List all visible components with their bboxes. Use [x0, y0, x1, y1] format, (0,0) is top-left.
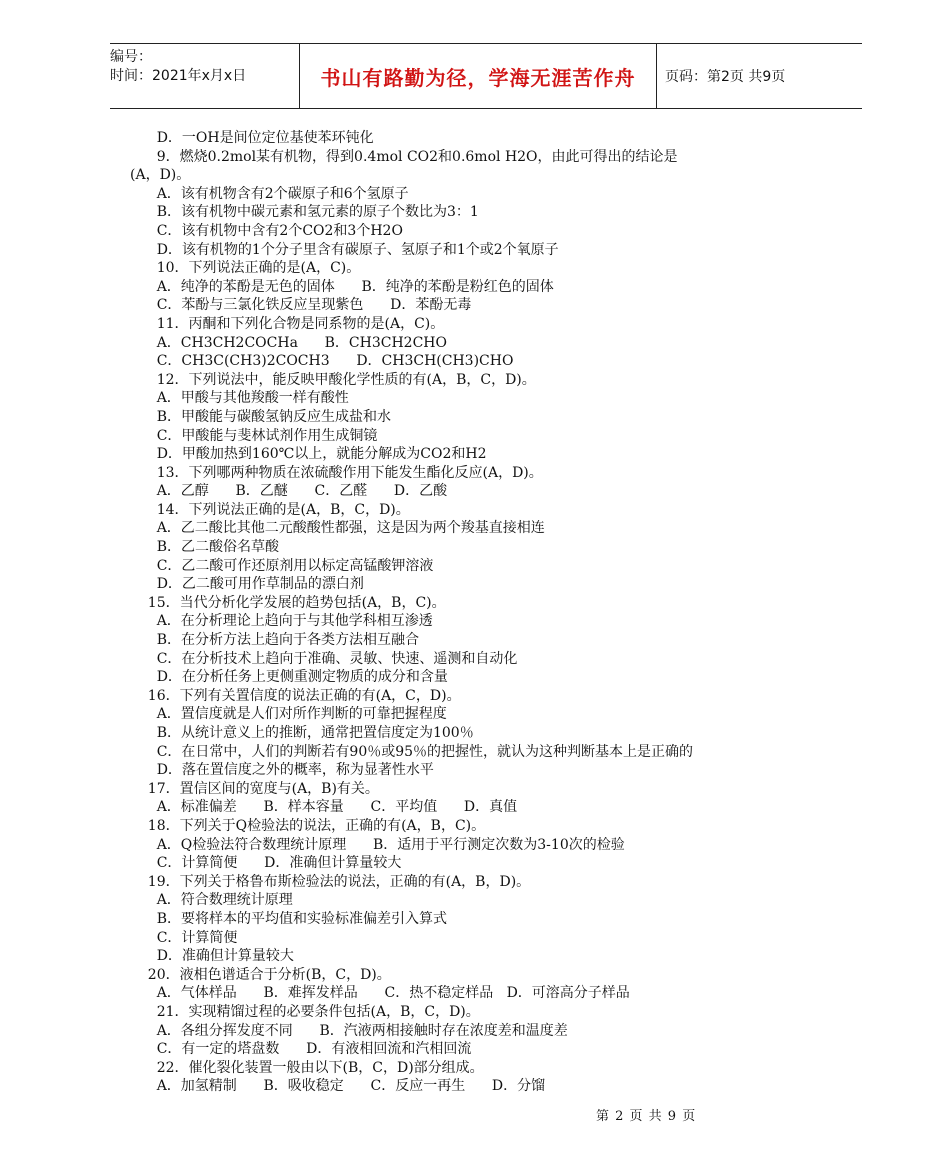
text-line: A．各组分挥发度不同 B．汽液两相接触时存在浓度差和温度差	[130, 1022, 568, 1039]
text-line: C．甲酸能与斐林试剂作用生成铜镜	[130, 427, 378, 444]
text-line: A．乙醇 B．乙醚 C．乙醛 D．乙酸	[130, 483, 448, 500]
text-line: B．要将样本的平均值和实验标准偏差引入算式	[130, 910, 447, 927]
text-line: 13．下列哪两种物质在浓硫酸作用下能发生酯化反应(A，D)。	[130, 464, 543, 481]
text-line: 19．下列关于格鲁布斯检验法的说法，正确的有(A，B，D)。	[130, 873, 531, 890]
text-line: 18．下列关于Q检验法的说法，正确的有(A，B，C)。	[130, 817, 486, 834]
text-line: C．在分析技术上趋向于准确、灵敏、快速、遥测和自动化	[130, 650, 518, 667]
text-line: C．乙二酸可作还原剂用以标定高锰酸钾溶液	[130, 557, 434, 574]
text-line: C．计算简便	[130, 929, 238, 946]
text-line: C．苯酚与三氯化铁反应呈现紫色 D．苯酚无毒	[130, 297, 472, 314]
code-label: 编号：	[110, 49, 152, 65]
text-line: C．该有机物中含有2个CO2和3个H2O	[130, 222, 403, 239]
text-line: 10．下列说法正确的是(A，C)。	[130, 260, 361, 277]
text-line: 15．当代分析化学发展的趋势包括(A，B，C)。	[130, 594, 446, 611]
text-line: D．甲酸加热到160℃以上，就能分解成为CO2和H2	[130, 446, 487, 463]
text-line: B．从统计意义上的推断，通常把置信度定为100％	[130, 725, 474, 741]
text-line: 22．催化裂化装置一般由以下(B，C，D)部分组成。	[130, 1059, 484, 1076]
text-line: C．在日常中，人们的判断若有90％或95％的把握性，就认为这种判断基本上是正确的	[130, 743, 694, 760]
text-line: A．标准偏差 B．样本容量 C．平均值 D．真值	[130, 799, 518, 816]
header-page-info: 页码：第2页 共9页	[665, 69, 786, 85]
text-line: A．乙二酸比其他二元酸酸性都强，这是因为两个羧基直接相连	[130, 520, 545, 537]
text-line: D．落在置信度之外的概率，称为显著性水平	[130, 762, 434, 779]
page-header	[110, 43, 862, 109]
text-line: D．准确但计算量较大	[130, 948, 294, 965]
text-line: D．乙二酸可用作草制品的漂白剂	[130, 576, 364, 593]
text-line: 12．下列说法中，能反映甲酸化学性质的有(A，B，C，D)。	[130, 371, 536, 388]
text-line: B．甲酸能与碳酸氢钠反应生成盐和水	[130, 408, 391, 425]
text-line: D．一OH是间位定位基使苯环钝化	[130, 130, 374, 146]
text-line: B．该有机物中碳元素和氢元素的原子个数比为3：1	[130, 204, 479, 221]
text-line: B．在分析方法上趋向于各类方法相互融合	[130, 632, 419, 649]
text-line: (A，D)。	[130, 167, 191, 184]
text-line: 11．丙酮和下列化合物是同系物的是(A，C)。	[130, 315, 445, 332]
text-line: D．在分析任务上更侧重测定物质的成分和含量	[130, 669, 448, 686]
header-motto: 书山有路勤为径，学海无涯苦作舟	[300, 44, 657, 108]
text-line: C．CH3C(CH3)2COCH3 D．CH3CH(CH3)CHO	[130, 353, 514, 370]
header-meta	[110, 44, 300, 108]
text-line: A．加氢精制 B．吸收稳定 C．反应一再生 D．分馏	[130, 1078, 546, 1095]
text-line: D．该有机物的1个分子里含有碳原子、氢原子和1个或2个氧原子	[130, 241, 559, 258]
text-line: 21．实现精馏过程的必要条件包括(A，B，C，D)。	[130, 1003, 480, 1020]
text-line: A．甲酸与其他羧酸一样有酸性	[130, 390, 349, 407]
text-line: A．Q检验法符合数理统计原理 B．适用于平行测定次数为3-10次的检验	[130, 836, 625, 853]
text-line: A．在分析理论上趋向于与其他学科相互渗透	[130, 613, 433, 630]
text-line: B．乙二酸俗名草酸	[130, 539, 279, 556]
text-line: 17．置信区间的宽度与(A，B)有关。	[130, 780, 379, 797]
text-line: A．符合数理统计原理	[130, 892, 293, 909]
time-label: 时间：2021年x月x日	[110, 68, 247, 84]
text-line: C．计算简便 D．准确但计算量较大	[130, 855, 402, 872]
text-line: 16．下列有关置信度的说法正确的有(A，C，D)。	[130, 687, 461, 704]
text-line: A．该有机物含有2个碳原子和6个氢原子	[130, 185, 409, 202]
document-body	[130, 129, 890, 1096]
text-line: 14．下列说法正确的是(A，B，C，D)。	[130, 501, 410, 518]
text-line: A．CH3CH2COCHa B．CH3CH2CHO	[130, 334, 447, 351]
text-line: 20．液相色谱适合于分析(B，C，D)。	[130, 966, 391, 983]
text-line: A．置信度就是人们对所作判断的可靠把握程度	[130, 706, 447, 723]
text-line: A．气体样品 B．难挥发样品 C．热不稳定样品 D．可溶高分子样品	[130, 985, 630, 1002]
text-line: 9．燃烧0.2mol某有机物，得到0.4mol CO2和0.6mol H2O，由此可得出的结论是	[130, 148, 678, 165]
page-footer: 第 2 页 共 9 页	[596, 1109, 697, 1124]
text-line: C．有一定的塔盘数 D．有液相回流和汽相回流	[130, 1041, 472, 1058]
text-line: A．纯净的苯酚是无色的固体 B．纯净的苯酚是粉红色的固体	[130, 278, 554, 295]
